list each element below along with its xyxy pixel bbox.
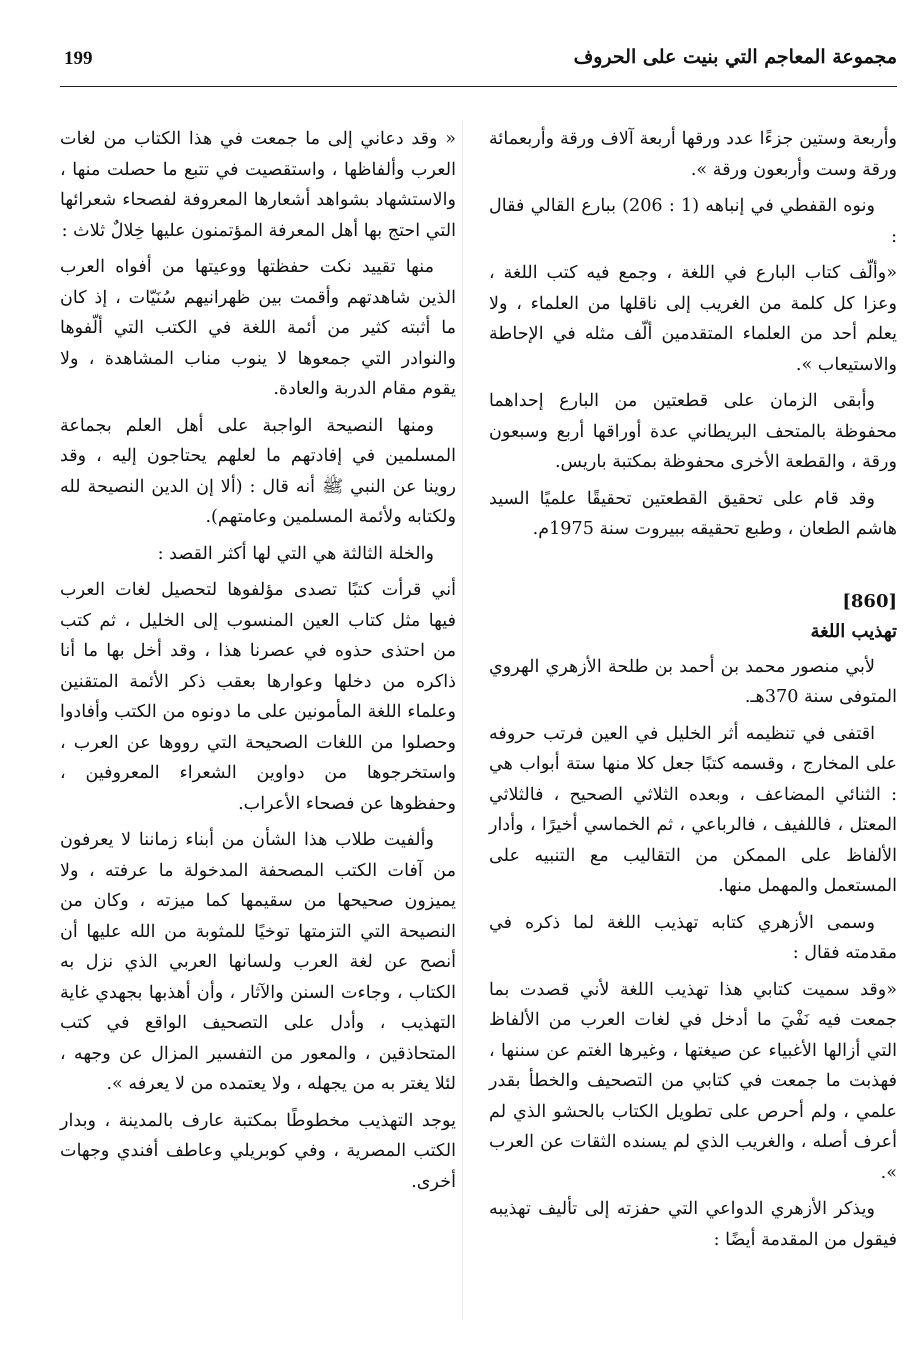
paragraph: وقد قام على تحقيق القطعتين تحقيقًا علميًا السيد هاشم الطعان ، وطبع تحقيقه ببيروت سنة 1975م. <box>489 488 897 539</box>
paragraph: ومنها النصيحة الواجبة على أهل العلم بجماعة المسلمين في إفادتهم ما لعلهم يحتاجون إليه ، وقد روينا عن النبي ﷺ أنه قال : (ألا إن الدين النصيحة لله ولكتابه ولأئمة المسلمين وعامتهم). <box>60 415 456 527</box>
quote-paragraph: «وألّف كتاب البارع في اللغة ، وجمع فيه كتب اللغة ، وعزا كل كلمة من الغريب إلى ناقلها من العلماء ، ولا يعلم أحد من العلماء المتقدمين ألّف مثله في الإحاطة والاستيعاب ». <box>489 263 897 375</box>
left-column <box>60 124 456 1203</box>
page-number: 199 <box>64 48 93 69</box>
quote-paragraph: « وقد دعاني إلى ما جمعت في هذا الكتاب من لغات العرب وألفاظها ، واستقصيت في تتبع ما حصلت منها ، والاستشهاد بشواهد أشعارها المعروفة لفصحاء شعرائها التي احتج بها أهل المعرفة المؤتمنون عليها خِلالٌ ثلاث : <box>60 129 456 241</box>
entry-number: [860] <box>842 590 897 612</box>
paragraph: يوجد التهذيب مخطوطًا بمكتبة عارف بالمدينة ، وبدار الكتب المصرية ، وفي كوبريلي وعاطف أفندي وجهات أخرى. <box>60 1110 456 1192</box>
paragraph: لأبي منصور محمد بن أحمد بن طلحة الأزهري الهروي المتوفى سنة 370هـ. <box>489 656 897 707</box>
entry-title: تهذيب اللغة <box>810 621 897 642</box>
paragraph: وألفيت طلاب هذا الشأن من أبناء زماننا لا يعرفون من آفات الكتب المصحفة المدخولة ما عرفته ، ولا يميزون صحيحها من سقيمها كما ميزته ، وكان من النصيحة التي التزمتها توخيًا للمثوبة من الله عليها أن أنصح عن لغة العرب ولسانها العربي الذي نزل به الكتاب ، وجاءت السنن والآثار ، وأن أهذبها بجهدي غاية التهذيب ، وأدل على التصحيف الواقع في كتب المتحاذقين ، والمعور من التفسير المزال عن وجهه ، لئلا يغتر به من يجهله ، ولا يعتمده من لا يعرفه ». <box>60 830 456 1094</box>
paragraph: اقتفى في تنظيمه أثر الخليل في العين فرتب حروفه على المخارج ، وقسمه كتبًا جعل كلا منها ستة أبواب هي : الثنائي المضاعف ، وبعده الثلاثي الصحيح ، فالثلاثي المعتل ، فاللفيف ، فالرباعي ، ثم الخماسي أخيرًا ، وأدار الألفاظ على الممكن من التقاليب مع التنبيه على المستعمل والمهمل منها. <box>489 723 897 896</box>
paragraph: والخلة الثالثة هي التي لها أكثر القصد : <box>157 543 434 564</box>
paragraph: وأبقى الزمان على قطعتين من البارع إحداهما محفوظة بالمتحف البريطاني عدة أوراقها أربع وسبعون ورقة ، والقطعة الأخرى محفوظة بمكتبة باريس. <box>489 391 897 472</box>
paragraph: وسمى الأزهري كتابه تهذيب اللغة لما ذكره في مقدمته فقال : <box>489 912 897 963</box>
quote-paragraph: «وقد سميت كتابي هذا تهذيب اللغة لأني قصدت بما جمعت فيه نَفْيَ ما أدخل في لغات العرب من الألفاظ التي أزالها الأغبياء عن صيغتها ، وغيرها الغتم عن سننها ، فهذبت ما جمعت في كتابي من التصحيف والخطأ بقدر علمي ، ولم أحرص على تطويل الكتاب بالحشو الذي لم أعرف أصله ، والغريب الذي لم يسنده الثقات عن العرب ». <box>489 979 897 1183</box>
paragraph: ويذكر الأزهري الدواعي التي حفزته إلى تأليف تهذيبه فيقول من المقدمة أيضًا : <box>489 1199 897 1250</box>
paragraph: منها تقييد نكت حفظتها ووعيتها من أفواه العرب الذين شاهدتهم وأقمت بين ظهرانيهم سُنَيّات ، إذ كان ما أثبته كثير من أئمة اللغة في الكتب التي ألّفوها والنوادر التي جمعوها لا ينوب مناب المشاهدة ، ولا يقوم مقام الدربة والعادة. <box>60 257 456 399</box>
right-column <box>489 124 897 1261</box>
column-divider <box>462 120 463 1320</box>
running-title: مجموعة المعاجم التي بنيت على الحروف <box>573 46 897 68</box>
page-header <box>60 42 897 87</box>
paragraph: ونوه القفطي في إنباهه (1 : 206) ببارع القالي فقال : <box>489 196 897 247</box>
paragraph: وأربعة وستين جزءًا عدد ورقها أربعة آلاف ورقة وأربعمائة ورقة وست وأربعون ورقة ». <box>489 129 897 180</box>
paragraph: أني قرأت كتبًا تصدى مؤلفوها لتحصيل لغات العرب فيها مثل كتاب العين المنسوب إلى الخليل ، ثم كتب من احتذى حذوه في عصرنا هذا ، وقد أخل بها ما أنا ذاكره من دخلها وعوارها بعقب ذكر الأئمة المتقنين وعلماء اللغة المأمونين على ما دونوه من الكتب وأفادوا وحصلوا من اللغات الصحيحة التي رووها عن العرب ، واستخرجوها من دواوين الشعراء المعروفين ، وحفظوها عن فصحاء الأعراب. <box>60 580 456 814</box>
